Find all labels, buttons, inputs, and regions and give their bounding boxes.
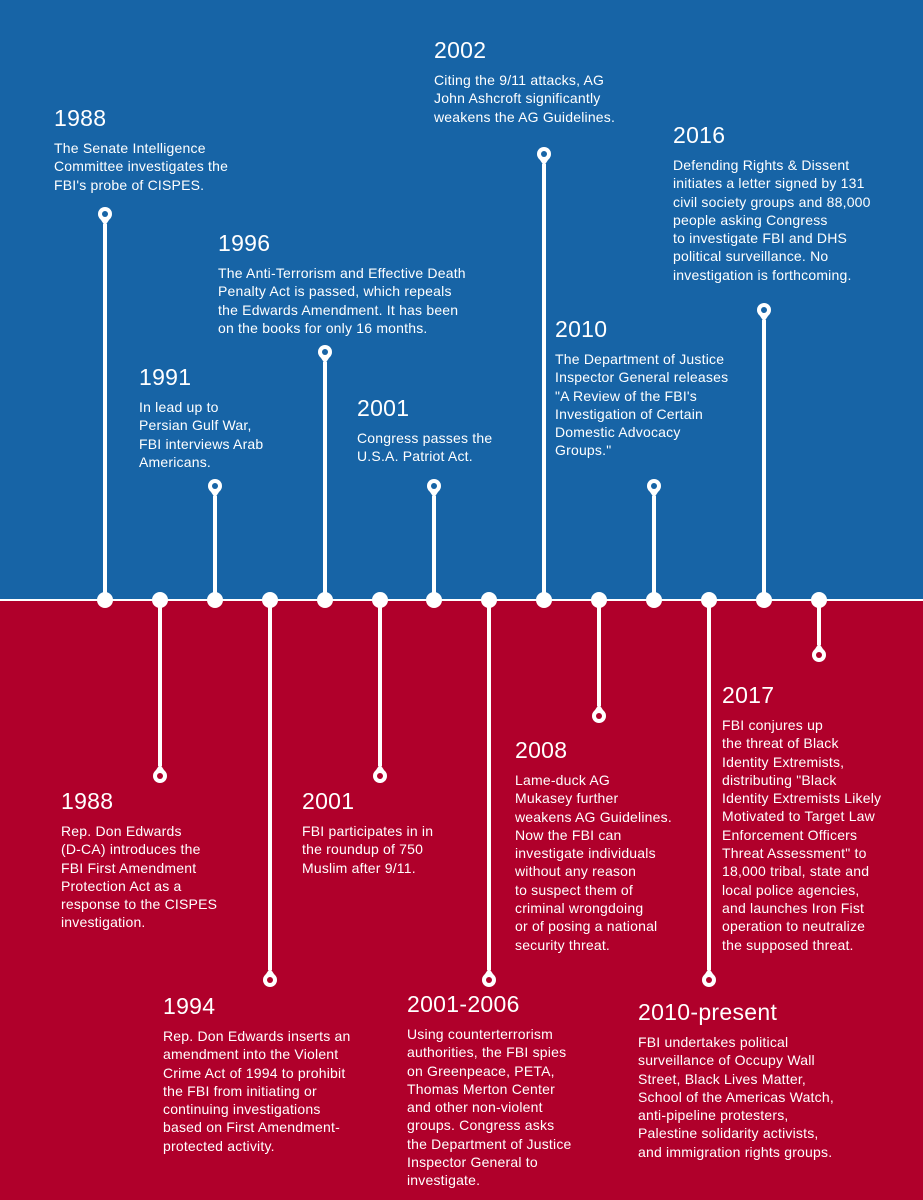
event-year: 1991 bbox=[139, 364, 192, 390]
axis-dot-1988-above bbox=[97, 592, 113, 608]
stem-2001-below bbox=[378, 600, 382, 766]
event-year: 2001-2006 bbox=[407, 991, 520, 1017]
axis-dot-1988-below bbox=[152, 592, 168, 608]
event-year: 2001 bbox=[357, 395, 410, 421]
axis-dot-1996-above bbox=[317, 592, 333, 608]
event-text: Rep. Don Edwards (D-CA) introduces the FBI First Amendment Protection Act as a response to the CISPES investigation. bbox=[61, 823, 218, 931]
axis-dot-2001-above bbox=[426, 592, 442, 608]
event-year: 2017 bbox=[722, 682, 775, 708]
event-year: 1996 bbox=[218, 230, 271, 256]
event-year: 1988 bbox=[61, 788, 114, 814]
axis-dot-2002-above bbox=[536, 592, 552, 608]
axis-dot-1991-above bbox=[207, 592, 223, 608]
event-text: Congress passes the U.S.A. Patriot Act. bbox=[357, 430, 493, 465]
event-above-2001 bbox=[357, 393, 547, 466]
stem-2008-below bbox=[597, 600, 601, 706]
event-above-1991 bbox=[139, 362, 319, 471]
stem-1988-below bbox=[158, 600, 162, 766]
axis-dot-2001-2006-below bbox=[481, 592, 497, 608]
pin-2001-above bbox=[427, 479, 441, 493]
pin-2008-below bbox=[592, 709, 606, 723]
stem-1988-above bbox=[103, 224, 107, 600]
pin-2001-below bbox=[373, 769, 387, 783]
event-text: FBI conjures up the threat of Black Identity Extremists, distributing "Black Identity Extremists Likely Motivated to Target Law Enforcement Officers Threat Assessment" to 18,000 tribal, state and local police agencies, and launches Iron Fist operation to neutralize the supposed threat. bbox=[722, 717, 882, 953]
stem-1996-above bbox=[323, 362, 327, 600]
pin-2016-above bbox=[757, 303, 771, 317]
event-text: The Anti-Terrorism and Effective Death Penalty Act is passed, which repeals the Edwards Amendment. It has been on the books for only 16 months. bbox=[218, 265, 466, 336]
event-below-2017 bbox=[722, 680, 920, 954]
event-above-1988 bbox=[54, 103, 294, 194]
stem-2002-above bbox=[542, 164, 546, 600]
event-text: Rep. Don Edwards inserts an amendment into the Violent Crime Act of 1994 to prohibit the FBI from initiating or continuing investigations based on First Amendment- protected activity. bbox=[163, 1028, 351, 1154]
stem-1991-above bbox=[213, 496, 217, 600]
axis-dot-2001-below bbox=[372, 592, 388, 608]
pin-1996-above bbox=[318, 345, 332, 359]
axis-dot-2016-above bbox=[756, 592, 772, 608]
event-below-1994 bbox=[163, 991, 403, 1155]
pin-2017-below bbox=[812, 648, 826, 662]
event-year: 2010-present bbox=[638, 999, 778, 1025]
pin-1991-above bbox=[208, 479, 222, 493]
timeline-axis bbox=[0, 599, 923, 601]
stem-2001-above bbox=[432, 496, 436, 600]
axis-dot-2010-above bbox=[646, 592, 662, 608]
event-year: 2001 bbox=[302, 788, 355, 814]
stem-2016-above bbox=[762, 320, 766, 600]
event-year: 2008 bbox=[515, 737, 568, 763]
event-year: 1994 bbox=[163, 993, 216, 1019]
event-below-2001 bbox=[302, 786, 482, 877]
pin-1988-below bbox=[153, 769, 167, 783]
event-year: 1988 bbox=[54, 105, 107, 131]
axis-dot-1994-below bbox=[262, 592, 278, 608]
stem-2001-2006-below bbox=[487, 600, 491, 970]
stem-1994-below bbox=[268, 600, 272, 970]
event-text: Lame-duck AG Mukasey further weakens AG Guidelines. Now the FBI can investigate individuals without any reason to suspect them of criminal wrongdoing or of posing a national security threat. bbox=[515, 772, 672, 953]
event-above-2016 bbox=[673, 120, 918, 284]
event-below-1988 bbox=[61, 786, 291, 932]
axis-dot-2010-present-below bbox=[701, 592, 717, 608]
event-above-2002 bbox=[434, 35, 674, 126]
pin-2002-above bbox=[537, 147, 551, 161]
pin-2010-present-below bbox=[702, 973, 716, 987]
event-above-2010 bbox=[555, 314, 775, 460]
event-text: The Department of Justice Inspector General releases "A Review of the FBI's Investigation of Certain Domestic Advocacy Groups." bbox=[555, 351, 729, 459]
event-below-2008 bbox=[515, 735, 735, 954]
pin-1994-below bbox=[263, 973, 277, 987]
event-text: Using counterterrorism authorities, the FBI spies on Greenpeace, PETA, Thomas Merton Center and other non-violent groups. Congress asks the Department of Justice Inspector General to investigate. bbox=[407, 1026, 572, 1189]
event-text: Defending Rights & Dissent initiates a letter signed by 131 civil society groups and 88,000 people asking Congress to investigate FBI and DHS political surveillance. No investigation is forthcoming. bbox=[673, 157, 871, 283]
pin-1988-above bbox=[98, 207, 112, 221]
event-year: 2010 bbox=[555, 316, 608, 342]
stem-2010-above bbox=[652, 496, 656, 600]
event-text: FBI participates in in the roundup of 750 Muslim after 9/11. bbox=[302, 823, 434, 876]
event-text: FBI undertakes political surveillance of Occupy Wall Street, Black Lives Matter, School of the Americas Watch, anti-pipeline protesters, Palestine solidarity activists, and immigration rights groups. bbox=[638, 1034, 834, 1160]
event-below-2010-present bbox=[638, 997, 883, 1161]
event-text: Citing the 9/11 attacks, AG John Ashcroft significantly weakens the AG Guidelines. bbox=[434, 72, 616, 125]
event-year: 2002 bbox=[434, 37, 487, 63]
event-text: In lead up to Persian Gulf War, FBI interviews Arab Americans. bbox=[139, 399, 264, 470]
event-year: 2016 bbox=[673, 122, 726, 148]
stem-2010-present-below bbox=[707, 600, 711, 970]
axis-dot-2017-below bbox=[811, 592, 827, 608]
pin-2001-2006-below bbox=[482, 973, 496, 987]
pin-2010-above bbox=[647, 479, 661, 493]
event-text: The Senate Intelligence Committee investigates the FBI's probe of CISPES. bbox=[54, 140, 229, 193]
event-above-1996 bbox=[218, 228, 538, 337]
event-below-2001-2006 bbox=[407, 989, 632, 1190]
axis-dot-2008-below bbox=[591, 592, 607, 608]
